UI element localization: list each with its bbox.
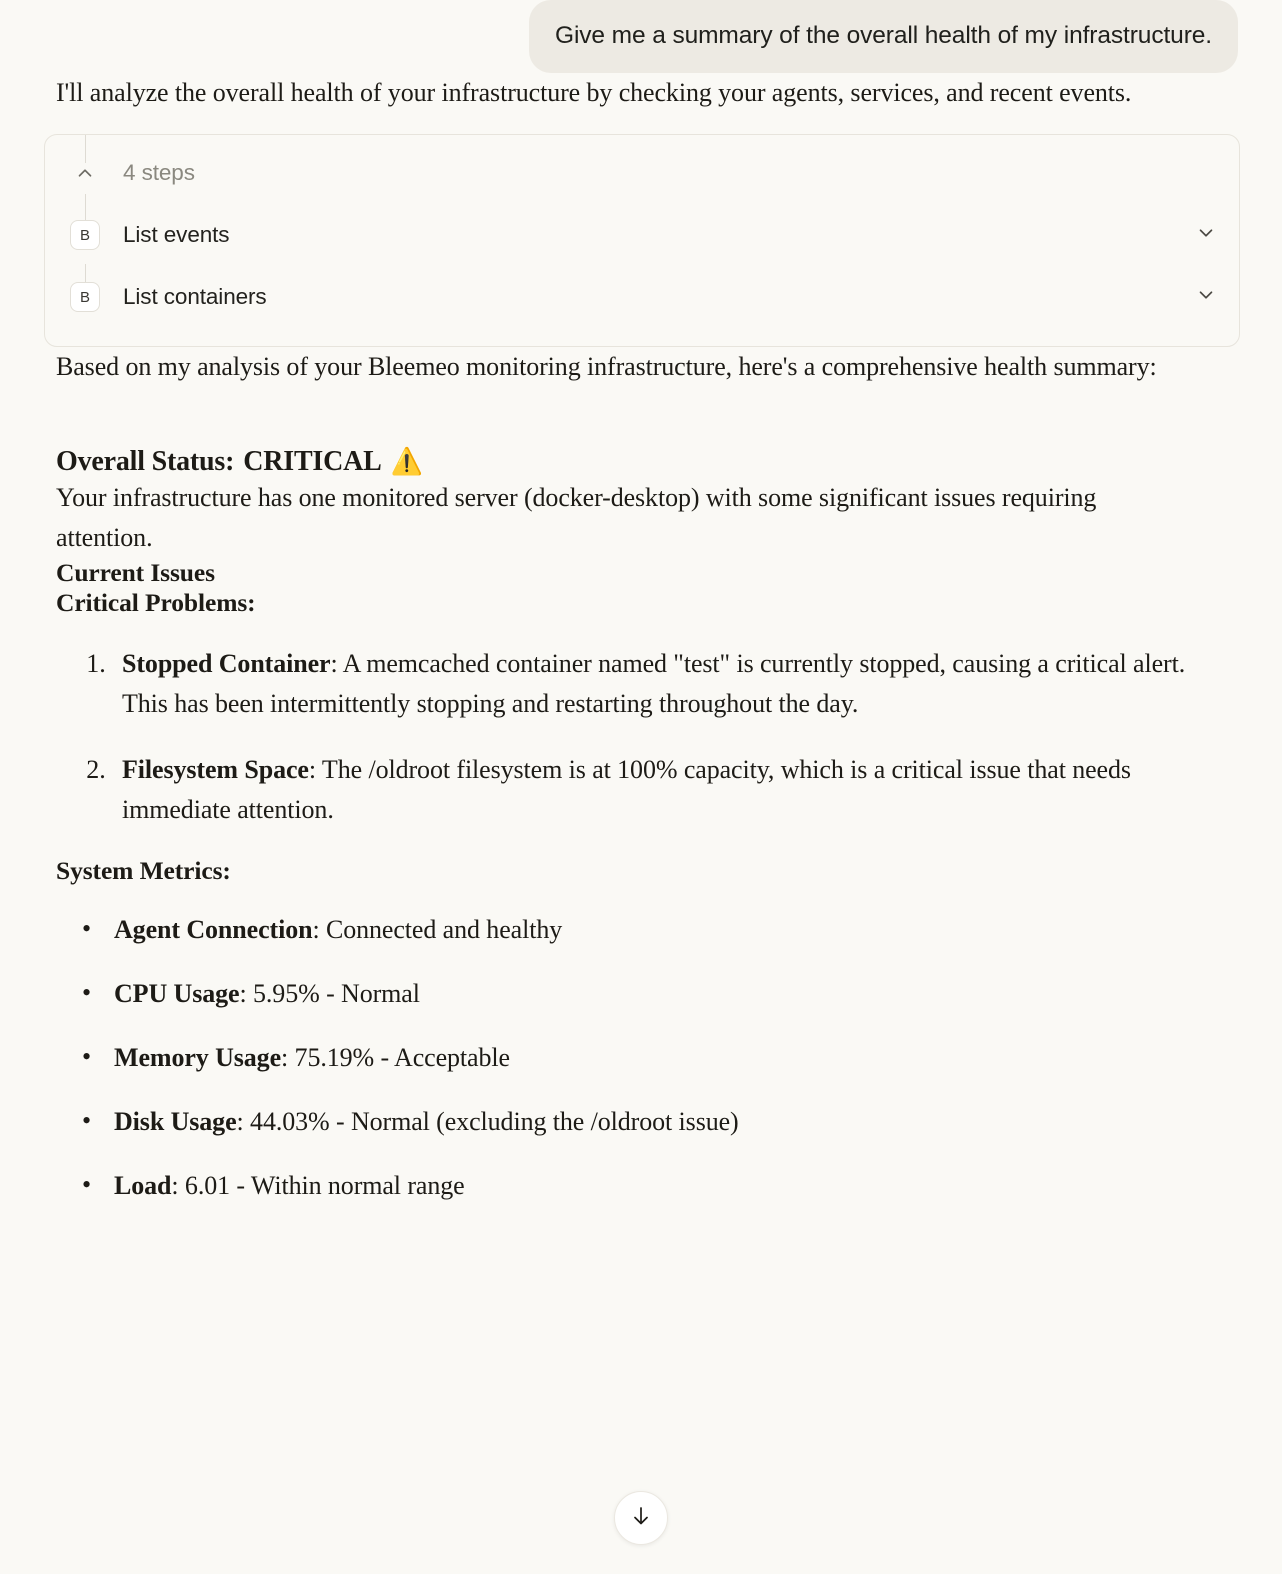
list-item <box>114 974 1222 1014</box>
metric-value: : 44.03% - Normal (excluding the /oldroot issue) <box>236 1107 739 1137</box>
overall-status-prefix: Overall Status: <box>56 446 235 478</box>
steps-panel[interactable] <box>44 134 1240 347</box>
warning-triangle-icon: ⚠️ <box>390 447 423 477</box>
step-row-list-events[interactable] <box>45 204 1239 266</box>
steps-summary-label: 4 steps <box>123 160 195 186</box>
user-message-bubble: Give me a summary of the overall health of my infrastructure. <box>529 0 1238 73</box>
list-item <box>114 1102 1222 1142</box>
issue-title: Filesystem Space <box>122 755 309 785</box>
metric-label: Load <box>114 1171 172 1201</box>
list-item <box>114 1038 1222 1078</box>
metric-value: : 6.01 - Within normal range <box>171 1171 465 1201</box>
chevron-down-icon[interactable] <box>1195 222 1217 249</box>
system-metrics-heading: System Metrics: <box>56 856 231 886</box>
steps-summary-row[interactable] <box>45 142 1239 204</box>
overall-status-heading <box>56 446 1222 478</box>
scroll-to-bottom-button[interactable] <box>614 1491 668 1545</box>
chevron-down-icon[interactable] <box>1195 284 1217 311</box>
status-badge: CRITICAL <box>243 446 382 478</box>
chevron-up-icon[interactable] <box>67 162 103 184</box>
metric-label: CPU Usage <box>114 979 240 1009</box>
critical-issues-list <box>56 644 1222 830</box>
metric-label: Memory Usage <box>114 1043 282 1073</box>
issue-body: : A memcached container named "test" is currently stopped, causing a critical alert. This has been intermittently stopping and restarting throughout the day. <box>122 649 1186 719</box>
metric-label: Disk Usage <box>114 1107 237 1137</box>
metric-value: : 75.19% - Acceptable <box>281 1043 510 1073</box>
list-item <box>114 910 1222 950</box>
current-issues-heading: Current Issues <box>56 558 215 588</box>
system-metrics-list <box>56 910 1222 1206</box>
list-item <box>112 644 1222 724</box>
issue-body: : The /oldroot filesystem is at 100% capacity, which is a critical issue that needs immediate attention. <box>122 755 1131 825</box>
assistant-intro-paragraph: I'll analyze the overall health of your infrastructure by checking your agents, services, and recent events. <box>56 78 1132 108</box>
assistant-response <box>0 73 1282 1206</box>
critical-problems-heading: Critical Problems: <box>56 588 256 618</box>
analysis-summary-paragraph: Based on my analysis of your Bleemeo monitoring infrastructure, here's a comprehensive health summary: <box>56 352 1157 382</box>
list-item <box>112 750 1222 830</box>
metric-label: Agent Connection <box>114 915 313 945</box>
metric-value: : 5.95% - Normal <box>239 979 420 1009</box>
user-message-row <box>0 0 1282 73</box>
tool-badge-icon: B <box>70 220 100 250</box>
tool-badge-slot <box>67 282 103 312</box>
arrow-down-icon <box>629 1504 653 1533</box>
metric-value: : Connected and healthy <box>312 915 563 945</box>
list-item <box>114 1166 1222 1206</box>
tool-badge-icon: B <box>70 282 100 312</box>
issue-title: Stopped Container <box>122 649 331 679</box>
infrastructure-paragraph: Your infrastructure has one monitored server (docker-desktop) with some significant issues requiring attention. <box>56 483 1097 553</box>
tool-badge-slot <box>67 220 103 250</box>
step-label: List containers <box>123 284 267 310</box>
step-row-list-containers[interactable] <box>45 266 1239 328</box>
step-label: List events <box>123 222 230 248</box>
